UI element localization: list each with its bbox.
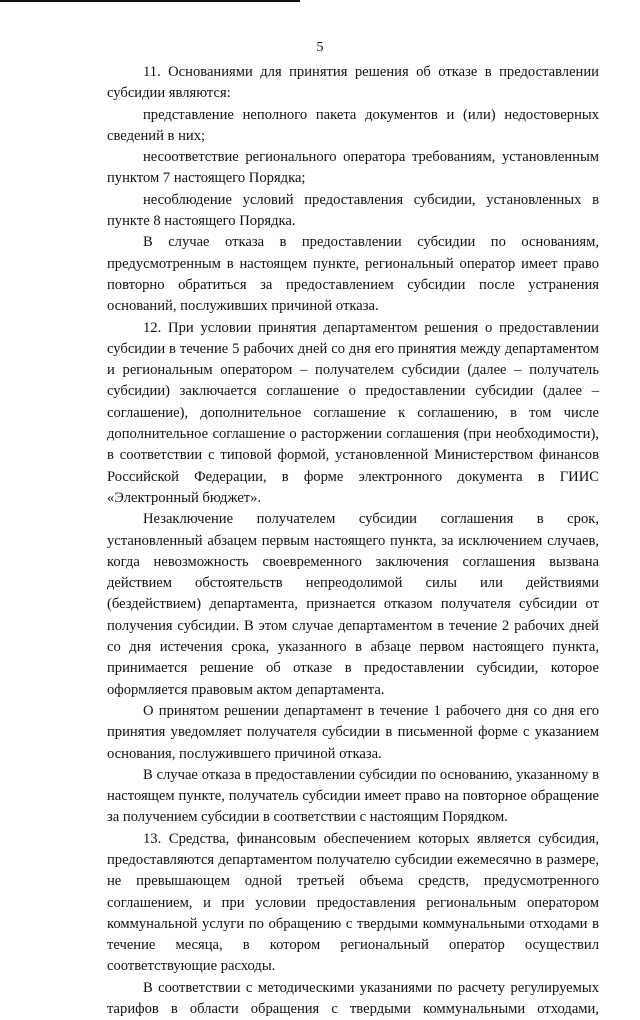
top-rule <box>0 0 300 2</box>
page-number: 5 <box>316 40 324 55</box>
paragraph-11-reason-2: несоответствие регионального оператора требованиям, установленным пунктом 7 настоящего Порядка; <box>107 149 599 187</box>
paragraph-12-notice: О принятом решении департамент в течение 1 рабочего дня со дня его принятия уведомляет получателя субсидии в письменной форме с указанием основания, послужившего причиной отказа. <box>107 702 599 762</box>
paragraph-methodology: В соответствии с методическими указаниями по расчету регулируемых тарифов в области обращения с твердыми коммунальными отходами, <box>107 979 599 1018</box>
paragraph-12-repeat: В случае отказа в предоставлении субсидии по основанию, указанному в настоящем пункте, получатель субсидии имеет право на повторное обращение за получением субсидии в соответствии с настоящим Порядком. <box>107 766 599 826</box>
paragraph-11-reason-1: представление неполного пакета документов и (или) недостоверных сведений в них; <box>107 106 599 144</box>
paragraph-12-intro: 12. При условии принятия департаментом решения о предоставлении субсидии в течение 5 рабочих дней со дня его принятия между департаментом и региональным оператором – получателем субсидии (далее – получатель субсидии) заключается соглашение о предоставлении субсидии (далее – соглашение), дополнительное соглашение к соглашению, в том числе дополнительное соглашение о расторжении соглашения (при необходимости), в соответствии с типовой формой, установленной Министерством финансов Российской Федерации, в форме электронного документа в ГИИС «Электронный бюджет». <box>107 319 599 506</box>
paragraph-11-repeat: В случае отказа в предоставлении субсидии по основаниям, предусмотренным в настоящем пункте, региональный оператор имеет право повторно обратиться за предоставлением субсидии после устранения оснований, послуживших причиной отказа. <box>107 234 599 315</box>
paragraph-11-intro: 11. Основаниями для принятия решения об отказе в предоставлении субсидии являются: <box>107 64 599 102</box>
paragraph-12-nonconclusion: Незаключение получателем субсидии соглашения в срок, установленный абзацем первым настоящего пункта, за исключением случаев, когда невозможность своевременного заключения соглашения вызвана действием обстоятельств непреодолимой силы или действиями (бездействием) департамента, признается отказом получателя субсидии от получения субсидии. В этом случае департаментом в течение 2 рабочих дней со дня истечения срока, указанного в абзаце первом настоящего пункта, принимается решение об отказе в предоставлении субсидии, которое оформляется правовым актом департамента. <box>107 511 599 698</box>
paragraph-13: 13. Средства, финансовым обеспечением которых является субсидия, предоставляются департаментом получателю субсидии ежемесячно в размере, не превышающем одной третьей объема средств, предусмотренного соглашением, и при условии предоставления региональным оператором коммунальной услуги по обращению с твердыми коммунальными отходами в течение месяца, в котором региональный оператор осуществил соответствующие расходы. <box>107 830 599 975</box>
paragraph-11-reason-3: несоблюдение условий предоставления субсидии, установленных в пункте 8 настоящего Порядка. <box>107 191 599 230</box>
document-body <box>107 62 599 1020</box>
